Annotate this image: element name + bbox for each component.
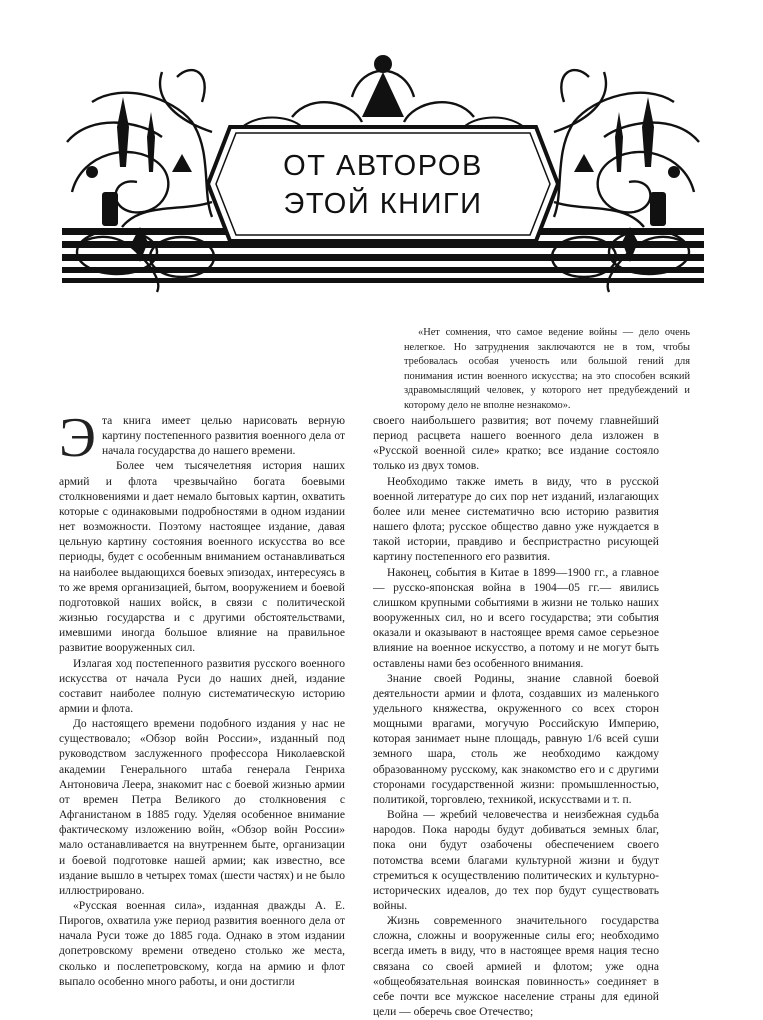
title-line-1: ОТ АВТОРОВ [283,149,483,182]
paragraph: Знание своей Родины, знание славной боевой деятельности армии и флота, создавших из маленького удельного княжества, окруженного со всех сторон мощными врагами, могучую Российскую Империю, которая занимает ныне площадь, равную 1/6 всей суши земного шара, столь же необходимо каждому образованному русскому, как знакомство его и с другими сторонами государственной жизни: промышленностью, политикой, торговлею, техникой, искусствами и т. п. [373,672,659,806]
right-column [373,414,659,1020]
paragraph: Излагая ход постепенного развития русского военного искусства от начала Руси до наших дней, издание составит наиболее полную систематическую историю армии и флота. [59,657,345,715]
paragraph: своего наибольшего развития; вот почему главнейший период расцвета нашего военного дела изложен в «Русской военной силе» кратко; все издание состояло только из двух томов. [373,415,659,473]
paragraph: Наконец, события в Китае в 1899—1900 гг., а главное — русско-японская война в 1904—05 гг.— явились слишком крупными событиями в жизни не только наших вооруженных сил, но и всего государства; эти события оказали и оказывают в настоящее время самое серьезное влияние на военное искусство, а потому и не могут быть оставлены нами без особенного внимания. [373,566,659,670]
paragraph: Необходимо также иметь в виду, что в русской военной литературе до сих пор нет изданий, излагающих более или менее систематично всю историю развития нашего флота; русское общество давно уже нуждается в такой истории, правдиво и беспристрастно рисующей картину постепенного его развития. [373,475,659,564]
left-column [59,407,345,990]
paragraph: Война — жребий человечества и неизбежная судьба народов. Пока народы будут добиваться земных благ, пока они будут озабочены обеспечением своего потомства всеми благами культурной жизни и будут стремиться к осуществлению политических и культурно-исторических идеалов, до тех пор будут существовать войны. [373,809,659,912]
paragraph: Жизнь современного значительного государства сложна, сложны и вооруженные силы его; необходимо всегда иметь в виду, что в настоящее время нация тесно связана со своей армией и флотом; уже одна «общеобязательная воинская повинность» соединяет в себе почти все мужское население страны для единой цели — оберечь свое Отечество; [373,915,659,1019]
epigraph [404,326,690,414]
title-line-2: ЭТОЙ КНИГИ [283,187,483,220]
epigraph-text: «Нет сомнения, что самое ведение войны — дело очень нелегкое. Но затруднения заключаются не в том, чтобы требовалась особая ученость или большой гений для понимания истин военного искусства; на это способен всякий здравомыслящий человек, у которого нет предубеждений и которому дело не вполне незнакомо». [404,327,690,411]
page-title [218,127,548,242]
paragraph: Более чем тысячелетняя история наших армий и флота чрезвычайно богата боевыми столкновениями и дает немало бытовых картин, охватить которые с одинаковыми подробностями в одном издании нет возможности. Поэтому настоящее издание, давая цельную картину состояния военного искусства во все периоды, будет с особенным вниманием останавливаться на наиболее выдающихся боевых эпизодах, интересуясь в то же время организацией, бытом, вооружением и боевой подготовкой наших войск, в связи с политической жизнью государства и с другими обстоятельствами, имевшими иногда большое влияние на правильное развитие вооруженных сил. [59,460,345,655]
paragraph: До настоящего времени подобного издания у нас не существовало; «Обзор войн России», изданный под руководством заслуженного профессора Николаевской академии Генерального штаба генерала Генриха Антоновича Леера, знакомит нас с боевой жизнью армии от времен Петра Великого до столкновения с Афганистаном в 1885 году. Уделяя особенное внимание фактическому изложению войн, «Обзор войн России» мало останавливается на внутреннем быте, организации и боевой подготовке нашей армии; как известно, все издание вышло в четырех томах (шести частях) и не было иллюстрировано. [59,718,345,897]
paragraph-text: та книга имеет целью нарисовать верную картину постепенного развития военного дела от начала государства до нашего времени. [101,415,345,458]
top-crest-ornament [242,55,524,127]
paragraph: «Русская военная сила», изданная дважды А. Е. Пирогов, охватила уже период развития военного дела от начала Руси тоже до 1885 года. Однако в этом издании допетровскому времени отведено столько же места, сколько и послепетровскому, когда на армию и флот выпало особенно много работы, и они достигли [59,900,345,988]
drop-cap: Э [59,407,96,469]
paragraph [59,407,345,469]
